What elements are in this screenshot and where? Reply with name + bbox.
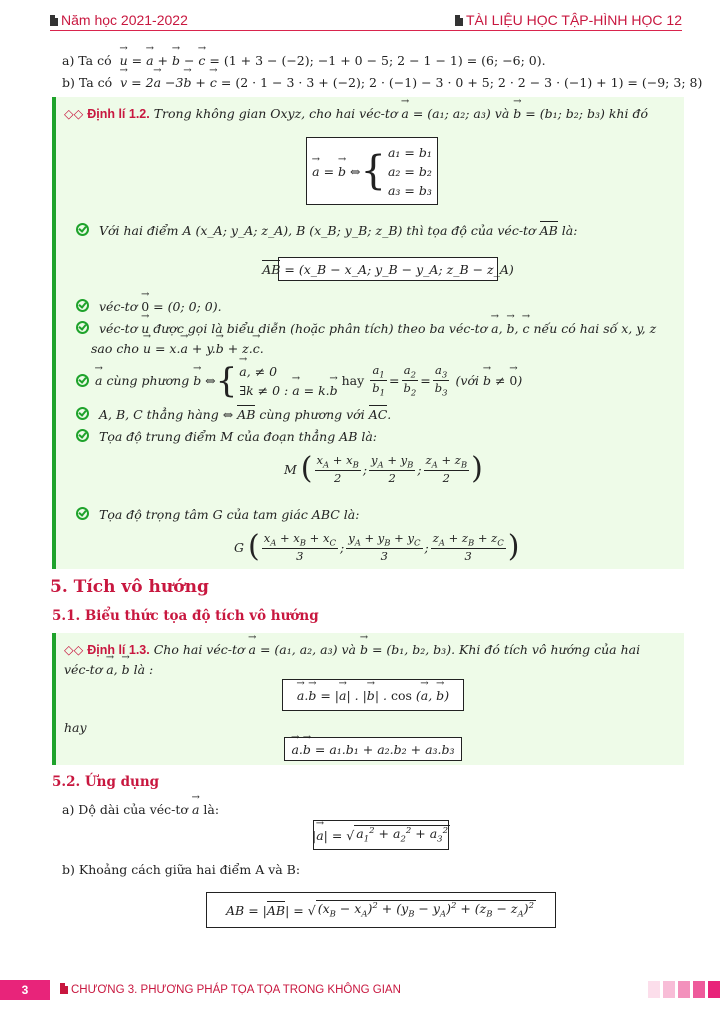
app-a-end: là:: [203, 802, 220, 817]
distance-box: AB = | AB | = √ $(x_B - x_A)^2 + (y_B - y_A)^2 + (z_B - z_A)^2$: [206, 892, 556, 928]
bullet-4-row-1: , ≠ 0: [246, 363, 278, 379]
bullet-2: véc-tơ → 0 = (0; 0; 0).: [76, 299, 222, 314]
midpoint-formula: M ( $\frac{x_A + x_B}{2}$ ; $\frac{y_A + y_B}{2}$ ; $\frac{z_A + z_B}{2}$ ): [284, 451, 483, 487]
example-b: b) Ta có → v = 2→ a −3→ b + → c = (2 · 1 − 3 · 3 + (−2); 2 · (−1) − 3 · 0 + 5; 2 · 2 − 3 · (−1) + 1) = (−9; 3; 8): [62, 75, 702, 90]
chapter-text: CHƯƠNG 3. PHƯƠNG PHÁP TỌA TỌA TRONG KHÔNG GIAN: [71, 984, 401, 996]
decor-square: [648, 981, 660, 998]
header-right-text: TÀI LIỆU HỌC TẬP-HÌNH HỌC 12: [465, 12, 682, 28]
theorem-1-3-line2: véc-tơ → a, → b là :: [64, 662, 153, 677]
bullet-1: Với hai điểm A (x_A; y_A; z_A), B (x_B; y_B; z_B) thì tọa độ của véc-tơ AB là:: [76, 223, 577, 238]
header-left: [50, 12, 188, 28]
subsection-5-2-title: 5.2. Ứng dụng: [52, 774, 160, 790]
chapter-label: [60, 983, 401, 996]
ab-formula-box: AB = (x_B − x_A; y_B − y_A; z_B − z_A): [278, 257, 498, 281]
bullet-3: véc-tơ → u được gọi là biểu diễn (hoặc phân tích) theo ba véc-tơ → a, → b, → c nếu có hai số x, y, z: [76, 321, 656, 336]
page-number: 3: [0, 980, 50, 1000]
theorem-1-3-title: Định lí 1.3.: [87, 643, 150, 657]
theorem-1-3-and: và: [341, 642, 356, 657]
bullet-3-c: nếu có hai số x, y, z: [533, 321, 657, 336]
check-circle-icon: [76, 407, 89, 420]
bullet-6: [76, 429, 377, 444]
dot-product-box: → a . → b = | → a | . | → b | . cos ( → a , → b ): [282, 679, 464, 711]
dot-product-coord-formula: = a₁.b₁ + a₂.b₂ + a₃.b₃: [314, 741, 455, 757]
decor-square: [693, 981, 705, 998]
bullet-4-cond: (với: [455, 373, 479, 389]
app-b-text: b) Khoảng cách giữa hai điểm A và B:: [62, 862, 301, 877]
diamond-icon: ◇◇: [64, 106, 84, 121]
section-5-title: 5. Tích vô hướng: [50, 577, 209, 597]
footer-decoration: [648, 981, 720, 998]
bullet-4-hay: hay: [341, 373, 365, 389]
check-circle-icon: [76, 321, 89, 334]
bullet-1-text: Với hai điểm A (x_A; y_A; z_A), B (x_B; y_B; z_B) thì tọa độ của véc-tơ: [98, 223, 536, 238]
theorem-1-3-b-coords: = (b₁, b₂, b₃). Khi đó tích vô hướng của hai: [371, 642, 641, 657]
centroid-formula: G ( $\frac{x_A + x_B + x_C}{3}$ ; $\frac{y_A + y_B + y_C}{3}$ ; $\frac{z_A + z_B + z_C}{3}$ ): [234, 529, 520, 565]
theorem-1-3-hay: hay: [64, 720, 87, 735]
dot-product-coord-box: → a . → b = a₁.b₁ + a₂.b₂ + a₃.b₃: [284, 737, 462, 761]
theorem-1-3: [52, 633, 684, 765]
check-circle-icon: [76, 223, 89, 236]
document-icon: [455, 15, 463, 26]
check-circle-icon: [76, 429, 89, 442]
ab-formula: = (x_B − x_A; y_B − y_A; z_B − z_A): [284, 261, 514, 277]
header-right: [455, 12, 682, 28]
theorem-1-2-intro-end: khi đó: [608, 106, 648, 121]
bullet-1-end: là:: [561, 223, 578, 238]
system-row-3: a₃ = b₃: [387, 182, 432, 198]
document-icon: [50, 15, 58, 26]
theorem-1-2-b-coords: = (b₁; b₂; b₃): [525, 106, 605, 121]
app-a-text: a) Dộ dài của véc-tơ: [62, 802, 188, 817]
theorem-1-2-a-coords: = (a₁; a₂; a₃): [412, 106, 491, 121]
theorem-1-3-text2b: là :: [133, 662, 154, 677]
vector-equality-box: → a = → b ⇔ { a₁ = b₁ a₂ = b₂ a₃ = b₃: [306, 137, 438, 205]
theorem-1-2-and: và: [494, 106, 510, 121]
bullet-5: A, B, C thẳng hàng ⇔ AB cùng phương với AC.: [76, 407, 391, 422]
bullet-4: → a cùng phương → b ⇔ { → a, ≠ 0 ∃k ≠ 0 : → a = k.→ b hay $\frac{a_1}{b_1}$ = $\frac{a_2}{b_2}$ = $\frac{a_3}{b_3}$ (với → b ≠ → 0 ): [76, 363, 522, 399]
app-a: a) Dộ dài của véc-tơ → a là:: [62, 802, 219, 817]
theorem-1-3-intro: ◇◇ Định lí 1.3. Cho hai véc-tơ → a = (a₁, a₂, a₃) và → b = (b₁, b₂, b₃). Khi đó tích vô hướng của hai: [64, 642, 640, 657]
theorem-1-2-intro-text: Trong không gian Oxyz, cho hai véc-tơ: [153, 106, 398, 121]
vector-length-box: | → a | = √ $a_1^2 + a_2^2 + a_3^2$: [313, 820, 449, 850]
theorem-1-3-a-coords: = (a₁, a₂, a₃): [259, 642, 338, 657]
check-circle-icon: [76, 507, 89, 520]
example-a: a) Ta có → u = → a + → b − → c = (1 + 3 − (−2); −1 + 0 − 5; 2 − 1 − 1) = (6; −6; 0).: [62, 53, 546, 68]
example-a-result: = (1 + 3 − (−2); −1 + 0 − 5; 2 − 1 − 1) = (6; −6; 0).: [209, 53, 546, 68]
page-footer: [0, 980, 725, 1000]
bullet-3-a: véc-tơ: [98, 321, 138, 336]
example-b-label: b) Ta có: [62, 75, 113, 90]
system-row-1: a₁ = b₁: [387, 144, 432, 160]
check-circle-icon: [76, 374, 89, 387]
check-circle-icon: [76, 299, 89, 312]
subsection-5-1-title: 5.1. Biểu thức tọa độ tích vô hướng: [52, 608, 319, 624]
bullet-5-mid: cùng phương với: [259, 407, 365, 422]
equiv-symbol: ⇔: [350, 163, 361, 179]
bullet-3-line2c: + y.: [191, 341, 216, 356]
bullet-5-text: A, B, C thẳng hàng ⇔: [98, 407, 234, 422]
bullet-3-line2b: = x.: [154, 341, 181, 356]
example-a-label: a) Ta có: [62, 53, 112, 68]
bullet-4-a: cùng phương: [106, 373, 190, 389]
bullet-3-b: được gọi là biểu diễn (hoặc phân tích) theo ba véc-tơ: [153, 321, 488, 336]
decor-square: [708, 981, 720, 998]
bullet-2-pre: véc-tơ: [98, 299, 138, 314]
bullet-3-line2d: + z.: [227, 341, 253, 356]
bullet-7: [76, 507, 359, 522]
theorem-1-3-text1: Cho hai véc-tơ: [153, 642, 245, 657]
system-row-2: a₂ = b₂: [387, 163, 432, 179]
bullet-4-row-2: ∃k ≠ 0 :: [239, 382, 289, 398]
theorem-1-2: [52, 97, 684, 569]
theorem-1-2-intro: ◇◇ Định lí 1.2. Trong không gian Oxyz, cho hai véc-tơ → a = (a₁; a₂; a₃) và → b = (b₁; b₂; b₃) khi đó: [64, 106, 648, 121]
decor-square: [663, 981, 675, 998]
bullet-6-text: Tọa độ trung điểm M của đoạn thẳng AB là:: [98, 429, 378, 444]
header-left-text: Năm học 2021-2022: [61, 12, 188, 28]
theorem-1-3-text2a: véc-tơ: [64, 662, 103, 677]
diamond-icon: ◇◇: [64, 642, 84, 657]
bullet-3-line-2: sao cho → u = x.→ a + y.→ b + z.→ c.: [91, 341, 264, 356]
bullet-2-post: = (0; 0; 0).: [153, 299, 222, 314]
theorem-1-2-title: Định lí 1.2.: [87, 107, 150, 121]
example-b-result: = (2 · 1 − 3 · 3 + (−2); 2 · (−1) − 3 · 0 + 5; 2 · 2 − 3 · (−1) + 1) = (−9; 3; 8): [220, 75, 703, 90]
bullet-3-line2a: sao cho: [91, 341, 139, 356]
bullet-7-text: Tọa độ trọng tâm G của tam giác ABC là:: [98, 507, 360, 522]
decor-square: [678, 981, 690, 998]
page-header: [50, 12, 682, 31]
document-icon: [60, 983, 68, 994]
